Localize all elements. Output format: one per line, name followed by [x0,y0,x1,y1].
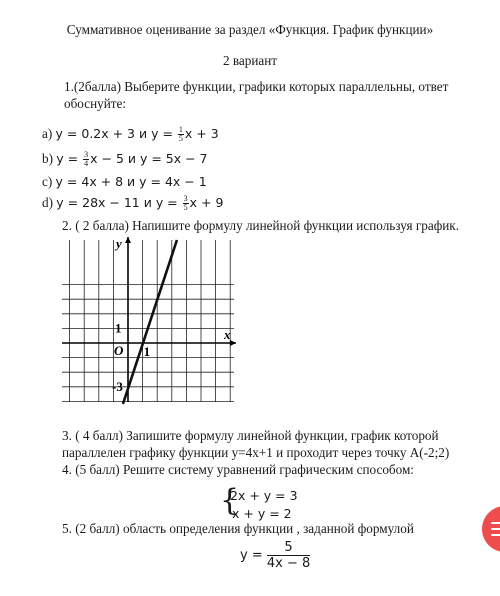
graph-x-label: x [224,327,231,342]
option-label: c) [42,174,53,189]
page-title: Суммативное оценивание за раздел «Функция. График функции» [66,22,434,37]
formula-fraction: $\frac{5}{4x - 8}$ [266,540,311,571]
option-fraction: $\frac{3}{4}$ [84,150,89,169]
option-label: d) [42,195,53,210]
graph-function-line [123,240,177,404]
task3-line1: 3. ( 4 балл) Запишите формулу линейной функции, график которой [62,428,439,443]
option-expr-left: y = [56,151,83,166]
task1-text-line2: обоснуйте: [64,96,127,111]
option-expr-right: x − 5 и y = 5x − 7 [90,151,208,166]
task4-text: 4. (5 балл) Решите систему уравнений графическим способом: [62,462,414,477]
option-label: a) [42,126,53,141]
y-axis-arrow [125,237,131,243]
graph-grid [62,240,234,402]
task5-formula [240,540,310,571]
option-fraction: $\frac{3}{5}$ [183,194,188,213]
graph-origin-label: O [114,343,124,358]
graph-tick-y-neg3: -3 [112,378,123,394]
task1-text-line1: 1.(2балла) Выберите функции, графики которых параллельны, ответ [64,79,449,94]
option-expr-right: x + 3 [184,126,219,141]
graph-y-label: y [116,236,122,251]
variant-label: 2 вариант [222,53,278,68]
x-axis-arrow [230,340,236,346]
option-expr-right: x + 9 [189,195,224,210]
task5-text: 5. (2 балл) область определения функции , заданной формулой [62,521,414,536]
option-expr-left: y = 28x − 11 и y = [56,195,182,210]
task1-option-d [42,195,223,212]
formula-lhs: y = [240,548,267,563]
floating-menu-button[interactable] [482,506,500,552]
system-eq2: x + y = 2 [232,506,292,521]
task1-option-a [42,126,219,143]
graph-tick-x-1: 1 [143,344,151,359]
graph-tick-y-1: 1 [115,320,122,336]
graph-axes [62,237,236,402]
option-label: b) [42,151,53,166]
task2-text: 2. ( 2 балла) Напишите формулу линейной функции используя график. [62,218,460,233]
system-brace: { [220,483,240,518]
task2-graph [58,236,238,408]
option-fraction: $\frac{1}{5}$ [178,125,183,144]
option-expr-left: y = 4x + 8 и y = 4x − 1 [55,174,207,189]
system-eq1: 2x + y = 3 [230,488,298,503]
task1-option-b [42,151,208,168]
task3-line2: параллелен графику функции y=4x+1 и проходит через точку А(-2;2) [62,445,450,460]
option-expr-left: y = 0.2x + 3 и y = [55,126,177,141]
task1-option-c [42,174,207,190]
